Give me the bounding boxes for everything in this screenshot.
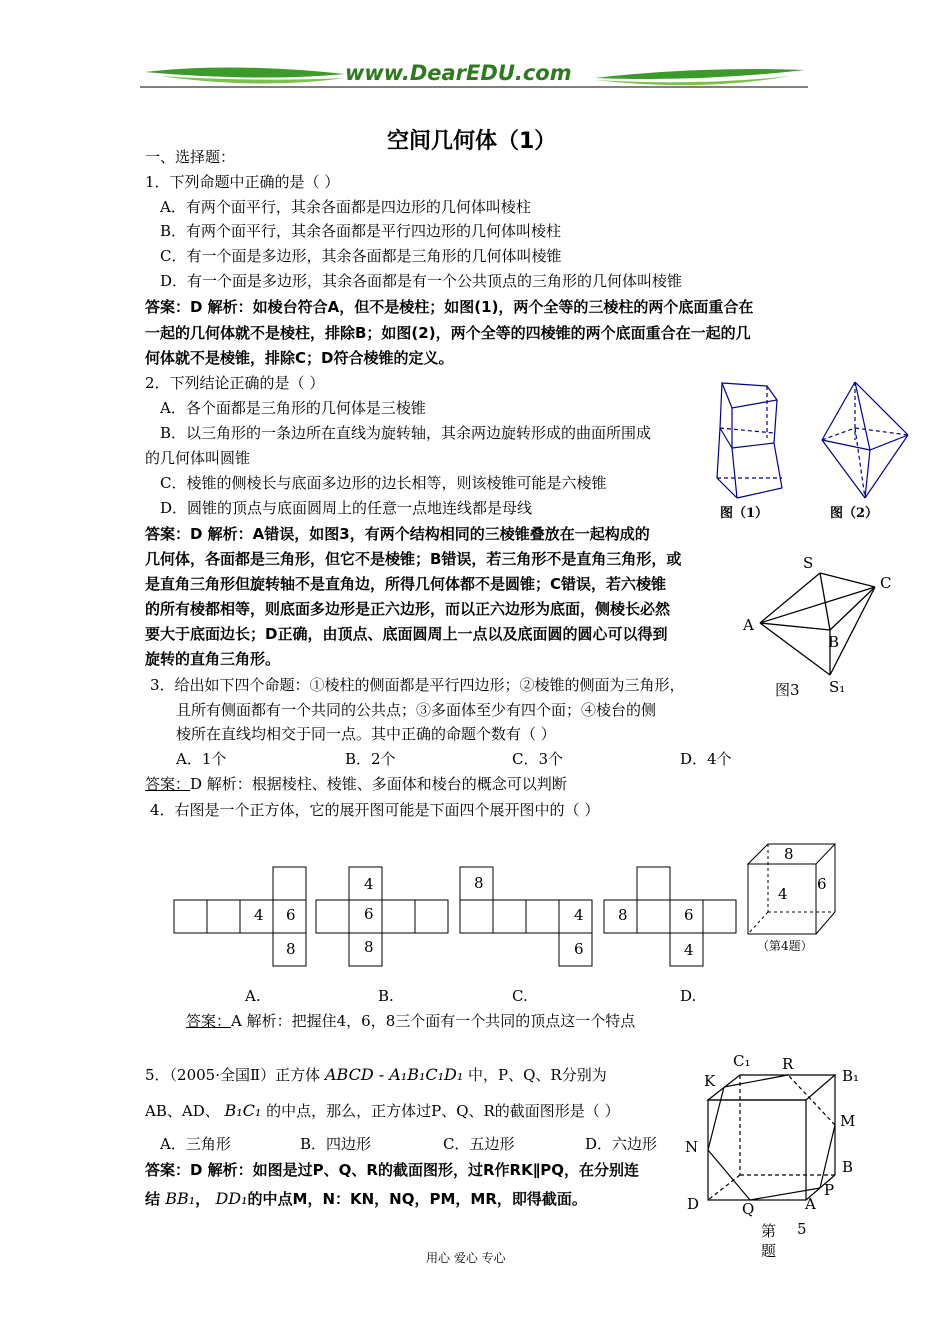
figure-3-double-tetrahedron [755, 565, 885, 685]
q1-answer-line2: 一起的几何体就不是棱柱，排除B；如图(2)，两个全等的四棱锥的两个底面重合在一起的几 [145, 324, 751, 342]
net-d-face-4: 4 [684, 941, 694, 959]
q5-line1-start: 5．（2005·全国Ⅱ）正方体 [145, 1066, 321, 1084]
net-a-label: A. [245, 987, 261, 1005]
fig5-label-c1: C₁ [733, 1052, 751, 1070]
q4-stem: 4．右图是一个正方体，它的展开图可能是下面四个展开图中的（ ） [150, 801, 600, 819]
q2-answer-line4: 的所有棱都相等，则底面多边形是正六边形，而以正六边形为底面，侧棱长必然 [145, 600, 671, 618]
q3-option-a: A．1个 [176, 750, 227, 768]
q3-option-d: D．4个 [680, 750, 732, 768]
q2-option-c: C．棱锥的侧棱长与底面多边形的边长相等，则该棱锥可能是六棱锥 [160, 474, 607, 492]
q1-option-a: A．有两个面平行，其余各面都是四边形的几何体叫棱柱 [160, 198, 531, 216]
figure-2-label: 图（2） [830, 506, 879, 521]
fig5-label-n: N [685, 1138, 699, 1156]
page-footer: 用心 爱心 专心 [426, 1251, 506, 1265]
q3-answer-text: D 解析：根据棱柱、棱锥、多面体和棱台的概念可以判断 [190, 775, 567, 793]
q3-option-c: C．3个 [512, 750, 564, 768]
q1-answer-line3: 何体就不是棱锥，排除C；D符合棱锥的定义。 [145, 349, 454, 367]
q5-math-b1c1: B₁C₁ [224, 1101, 262, 1120]
fig3-label-c: C [880, 574, 892, 592]
q3-line2: 且所有侧面都有一个共同的公共点；③多面体至少有四个面；④棱台的侧 [176, 701, 657, 719]
q3-answer [145, 773, 567, 795]
q5-answer-line2-start: 结 [145, 1190, 161, 1208]
net-b-face-6: 6 [364, 905, 374, 923]
fig5-caption-3: 题 [761, 1242, 777, 1260]
fig5-label-a: A [805, 1195, 816, 1213]
q3-line1: 3．给出如下四个命题：①棱柱的侧面都是平行四边形；②棱锥的侧面为三角形， [150, 676, 685, 694]
q5-answer-line1: 答案：D 解析：如图是过P、Q、R的截面图形，过R作RK∥PQ，在分别连 [145, 1161, 639, 1179]
logo-text: www.DearEDU.com [345, 61, 572, 85]
q2-option-b-line1: B．以三角形的一条边所在直线为旋转轴，其余两边旋转形成的曲面所围成 [160, 424, 652, 442]
fig5-label-d: D [687, 1195, 700, 1213]
page-title: 空间几何体（1） [387, 129, 557, 154]
section-heading: 一、选择题： [145, 148, 236, 166]
q2-answer-line5: 要大于底面边长；D正确，由顶点、底面圆周上一点以及底面圆的圆心可以得到 [145, 625, 668, 643]
q1-option-d: D．有一个面是多边形，其余各面都是有一个公共顶点的三角形的几何体叫棱锥 [160, 272, 683, 290]
figure-2-bipyramid [820, 380, 910, 500]
q5-math-cube: ABCD - A₁B₁C₁D₁ [324, 1065, 464, 1084]
figure-1-prism [712, 378, 812, 498]
q5-math-bb1: BB₁ [165, 1189, 196, 1208]
q4-answer-label: 答案： [186, 1012, 232, 1030]
net-a-face-4: 4 [254, 906, 264, 924]
q4-answer [186, 1010, 635, 1032]
q5-answer-line2-end: 的中点M，N：KN，NQ，PM，MR，即得截面。 [247, 1190, 587, 1208]
q5-option-c: C．五边形 [443, 1135, 515, 1153]
q5-option-d: D．六边形 [585, 1135, 658, 1153]
fig5-label-b1: B₁ [842, 1067, 860, 1085]
fig5-label-b: B [842, 1158, 854, 1176]
fig3-label-a: A [743, 616, 754, 634]
q2-stem: 2．下列结论正确的是（ ） [145, 374, 325, 392]
net-c-face-4: 4 [574, 906, 584, 924]
net-c-face-8: 8 [474, 874, 484, 892]
cube-caption: （第4题） [757, 939, 813, 953]
q2-answer-line6: 旋转的直角三角形。 [145, 650, 281, 668]
fig5-label-p: P [824, 1181, 835, 1199]
q5-line1 [145, 1064, 607, 1086]
q5-math-dd1: DD₁ [215, 1189, 248, 1208]
q5-line2-end: 的中点，那么，正方体过P、Q、R的截面图形是（ ） [266, 1102, 620, 1120]
net-c-face-6: 6 [574, 940, 584, 958]
net-a-face-8: 8 [286, 940, 296, 958]
fig3-label-s1: S₁ [829, 678, 846, 696]
cube-front-face: 4 [778, 885, 788, 903]
q1-stem: 1．下列命题中正确的是（ ） [145, 173, 340, 191]
q2-option-d: D．圆锥的顶点与底面圆周上的任意一点地连线都是母线 [160, 499, 533, 517]
q3-option-b: B．2个 [345, 750, 396, 768]
net-d-label: D. [680, 987, 697, 1005]
q5-answer-sep: ， [195, 1190, 211, 1208]
q1-answer-line1: 答案：D 解析：如棱台符合A，但不是棱柱；如图(1)，两个全等的三棱柱的两个底面重合在 [145, 298, 754, 316]
q2-answer-line2: 几何体，各面都是三角形，但它不是棱锥；B错误，若三角形不是直角三角形，或 [145, 550, 682, 568]
net-b-label: B. [378, 987, 394, 1005]
fig5-label-q: Q [742, 1200, 755, 1218]
fig3-label-s: S [803, 554, 814, 572]
q5-answer-line2 [145, 1188, 587, 1209]
q2-option-b-line2: 的几何体叫圆锥 [145, 449, 251, 467]
fig5-label-r: R [782, 1055, 794, 1073]
net-d-face-6: 6 [684, 906, 694, 924]
net-b-face-8: 8 [364, 938, 374, 956]
fig3-caption: 图3 [775, 681, 800, 699]
q5-line1-end: 中，P、Q、R分别为 [468, 1066, 607, 1084]
header-logo [140, 60, 810, 92]
q2-answer-line3: 是直角三角形但旋转轴不是直角边，所得几何体都不是圆锥；C错误，若六棱锥 [145, 575, 667, 593]
net-b-face-4: 4 [364, 875, 374, 893]
fig5-caption-1: 第 [761, 1222, 777, 1240]
q3-answer-label: 答案： [145, 775, 191, 793]
q5-option-a: A．三角形 [160, 1135, 231, 1153]
figure-5-cube-section [700, 1065, 840, 1205]
q2-answer-line1: 答案：D 解析：A错误，如图3，有两个结构相同的三棱锥叠放在一起构成的 [145, 525, 650, 543]
q4-answer-text: A 解析：把握住4，6，8三个面有一个共同的顶点这一个特点 [231, 1012, 636, 1030]
cube-side-face: 6 [817, 875, 827, 893]
fig3-label-b: B [828, 633, 840, 651]
q2-option-a: A．各个面都是三角形的几何体是三棱锥 [160, 399, 426, 417]
net-a-face-6: 6 [286, 906, 296, 924]
q1-option-b: B．有两个面平行，其余各面都是平行四边形的几何体叫棱柱 [160, 222, 562, 240]
fig5-label-k: K [704, 1072, 716, 1090]
q4-cube [745, 842, 845, 937]
q1-option-c: C．有一个面是多边形，其余各面都是三角形的几何体叫棱锥 [160, 247, 562, 265]
q5-line2 [145, 1100, 620, 1122]
fig5-label-m: M [840, 1112, 856, 1130]
figure-1-label: 图（1） [720, 506, 769, 521]
cube-top-face: 8 [784, 845, 794, 863]
q3-line3: 棱所在直线均相交于同一点。其中正确的命题个数有（ ） [176, 725, 556, 743]
fig5-caption-2: 5 [797, 1220, 807, 1238]
q5-line2-start: AB、AD、 [145, 1102, 220, 1120]
net-d-face-8: 8 [618, 906, 628, 924]
q5-option-b: B．四边形 [300, 1135, 372, 1153]
net-c-label: C. [512, 987, 528, 1005]
